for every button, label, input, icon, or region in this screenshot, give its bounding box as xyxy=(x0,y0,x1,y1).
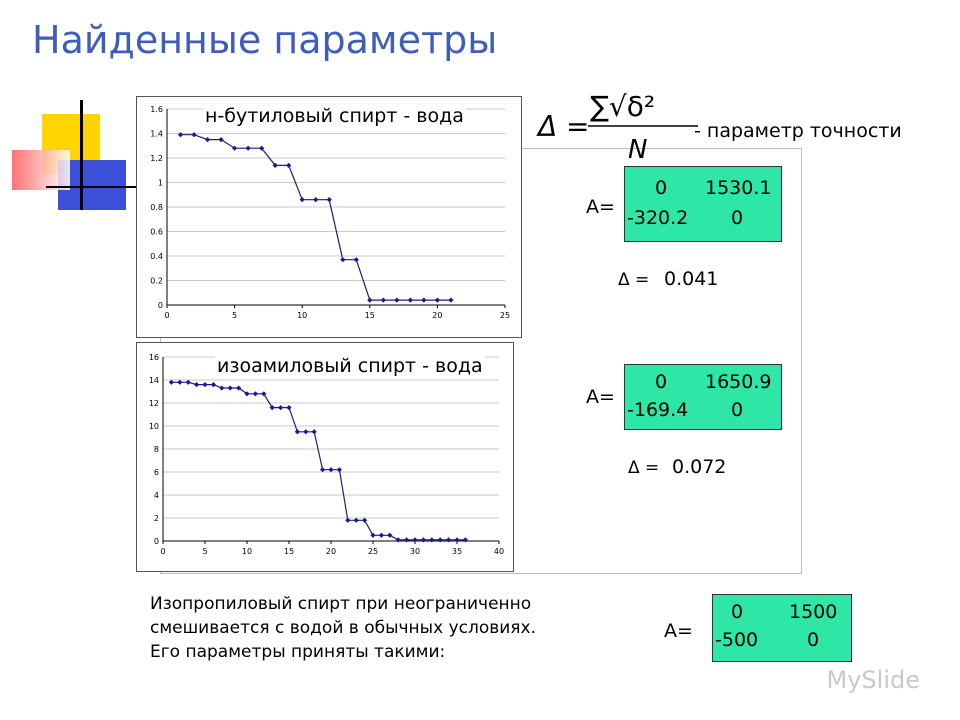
x-tick-label: 35 xyxy=(451,547,463,556)
series-line xyxy=(181,135,451,300)
chart-title-isoamyl: изоамиловый спирт - вода xyxy=(217,355,483,377)
data-point xyxy=(454,537,459,542)
formula-denominator: N xyxy=(628,135,648,160)
formula-graphic xyxy=(530,80,710,160)
data-point xyxy=(303,429,308,434)
data-point xyxy=(435,298,440,303)
data-point xyxy=(178,132,183,137)
data-point xyxy=(194,382,199,387)
data-point xyxy=(404,537,409,542)
y-tick-label: 16 xyxy=(148,353,159,362)
matrix-1 xyxy=(624,166,782,242)
y-tick-label: 2 xyxy=(153,514,159,523)
data-point xyxy=(421,298,426,303)
data-point xyxy=(446,537,451,542)
matrix-2 xyxy=(624,364,782,430)
formula-caption: - параметр точности xyxy=(694,120,902,142)
matrix-3 xyxy=(712,594,852,662)
matrix-label-1: A= xyxy=(586,196,615,218)
x-tick-label: 10 xyxy=(297,311,308,320)
matrix-2-r1c1: 0 xyxy=(655,371,668,393)
isopropyl-line-1: Изопропиловый спирт при неограниченно xyxy=(150,594,532,614)
data-point xyxy=(312,429,317,434)
formula-numerator: ∑√δ² xyxy=(590,90,656,123)
data-point xyxy=(205,137,210,142)
slide-title: Найденные параметры xyxy=(32,18,498,62)
x-tick-label: 30 xyxy=(409,547,421,556)
x-tick-label: 20 xyxy=(325,547,337,556)
data-point xyxy=(463,537,468,542)
y-tick-label: 10 xyxy=(148,422,159,431)
matrix-2-r2c2: 0 xyxy=(731,399,744,421)
chart-butanol-water xyxy=(136,96,522,338)
data-point xyxy=(429,537,434,542)
matrix-2-r2c1: -169.4 xyxy=(627,399,689,421)
decorative-squares xyxy=(10,100,140,220)
y-tick-label: 0.8 xyxy=(150,203,163,212)
y-tick-label: 12 xyxy=(148,399,159,408)
isopropyl-line-3: Его параметры приняты такими: xyxy=(150,642,446,662)
y-tick-label: 14 xyxy=(148,376,159,385)
formula-lhs: Δ = xyxy=(538,110,590,143)
x-tick-label: 40 xyxy=(493,547,505,556)
x-tick-label: 25 xyxy=(367,547,379,556)
matrix-3-r1c2: 1500 xyxy=(789,601,838,623)
data-point xyxy=(253,391,258,396)
matrix-label-2: A= xyxy=(586,386,615,408)
data-point xyxy=(313,197,318,202)
isopropyl-note xyxy=(150,592,536,664)
delta-value-1: 0.041 xyxy=(664,268,719,290)
isopropyl-line-2: смешивается с водой в обычных условиях. xyxy=(150,618,536,638)
data-point xyxy=(448,298,453,303)
data-point xyxy=(396,537,401,542)
data-point xyxy=(327,197,332,202)
y-tick-label: 1 xyxy=(157,178,163,188)
y-tick-label: 8 xyxy=(153,445,159,454)
data-point xyxy=(438,537,443,542)
data-point xyxy=(286,163,291,168)
y-tick-label: 0 xyxy=(157,301,163,310)
x-tick-label: 10 xyxy=(241,547,253,556)
data-point xyxy=(202,382,207,387)
data-point xyxy=(379,533,384,538)
data-point xyxy=(354,257,359,262)
series-line xyxy=(171,382,465,540)
data-point xyxy=(191,132,196,137)
delta-symbol-1: Δ = xyxy=(618,270,650,290)
y-tick-label: 1.2 xyxy=(150,154,163,163)
y-tick-label: 6 xyxy=(153,468,159,477)
data-point xyxy=(295,429,300,434)
data-point xyxy=(286,405,291,410)
y-tick-label: 0.2 xyxy=(150,276,163,286)
precision-formula xyxy=(530,80,710,160)
data-point xyxy=(219,385,224,390)
data-point xyxy=(387,533,392,538)
x-tick-label: 5 xyxy=(232,311,238,320)
matrix-3-r2c2: 0 xyxy=(807,629,820,651)
x-tick-label: 20 xyxy=(432,311,443,320)
data-point xyxy=(278,405,283,410)
data-point xyxy=(408,298,413,303)
chart-title-butanol: н-бутиловый спирт - вода xyxy=(205,105,464,127)
data-point xyxy=(340,257,345,262)
data-point xyxy=(367,298,372,303)
matrix-2-r1c2: 1650.9 xyxy=(705,371,772,393)
matrix-1-r1c1: 0 xyxy=(655,177,668,199)
y-tick-label: 0.6 xyxy=(150,227,163,237)
matrix-3-r2c1: -500 xyxy=(715,629,759,651)
matrix-3-r1c1: 0 xyxy=(731,601,744,623)
x-tick-label: 25 xyxy=(499,311,511,320)
x-tick-label: 5 xyxy=(202,547,208,556)
x-tick-label: 0 xyxy=(160,547,166,556)
y-tick-label: 1.6 xyxy=(150,105,163,114)
chart-isoamyl-water xyxy=(136,342,514,572)
data-point xyxy=(228,385,233,390)
chart-isoamyl-svg xyxy=(137,343,513,571)
chart-butanol-svg xyxy=(137,97,521,337)
delta-value-2: 0.072 xyxy=(672,456,727,478)
matrix-1-r2c2: 0 xyxy=(731,207,744,229)
data-point xyxy=(394,298,399,303)
matrix-1-r1c2: 1530.1 xyxy=(705,177,772,199)
y-tick-label: 0 xyxy=(153,537,159,546)
x-tick-label: 15 xyxy=(364,311,375,320)
y-tick-label: 0.4 xyxy=(150,252,163,261)
data-point xyxy=(300,197,305,202)
x-tick-label: 15 xyxy=(283,547,295,556)
delta-symbol-2: Δ = xyxy=(628,458,660,478)
watermark: MySlide xyxy=(826,666,920,694)
data-point xyxy=(421,537,426,542)
data-point xyxy=(211,382,216,387)
data-point xyxy=(381,298,386,303)
data-point xyxy=(261,391,266,396)
matrix-1-r2c1: -320.2 xyxy=(627,207,689,229)
data-point xyxy=(370,533,375,538)
data-point xyxy=(246,146,251,151)
data-point xyxy=(412,537,417,542)
matrix-label-3: A= xyxy=(664,620,693,642)
data-point xyxy=(270,405,275,410)
y-tick-label: 4 xyxy=(153,491,159,500)
y-tick-label: 1.4 xyxy=(150,129,163,139)
x-tick-label: 0 xyxy=(164,311,170,320)
